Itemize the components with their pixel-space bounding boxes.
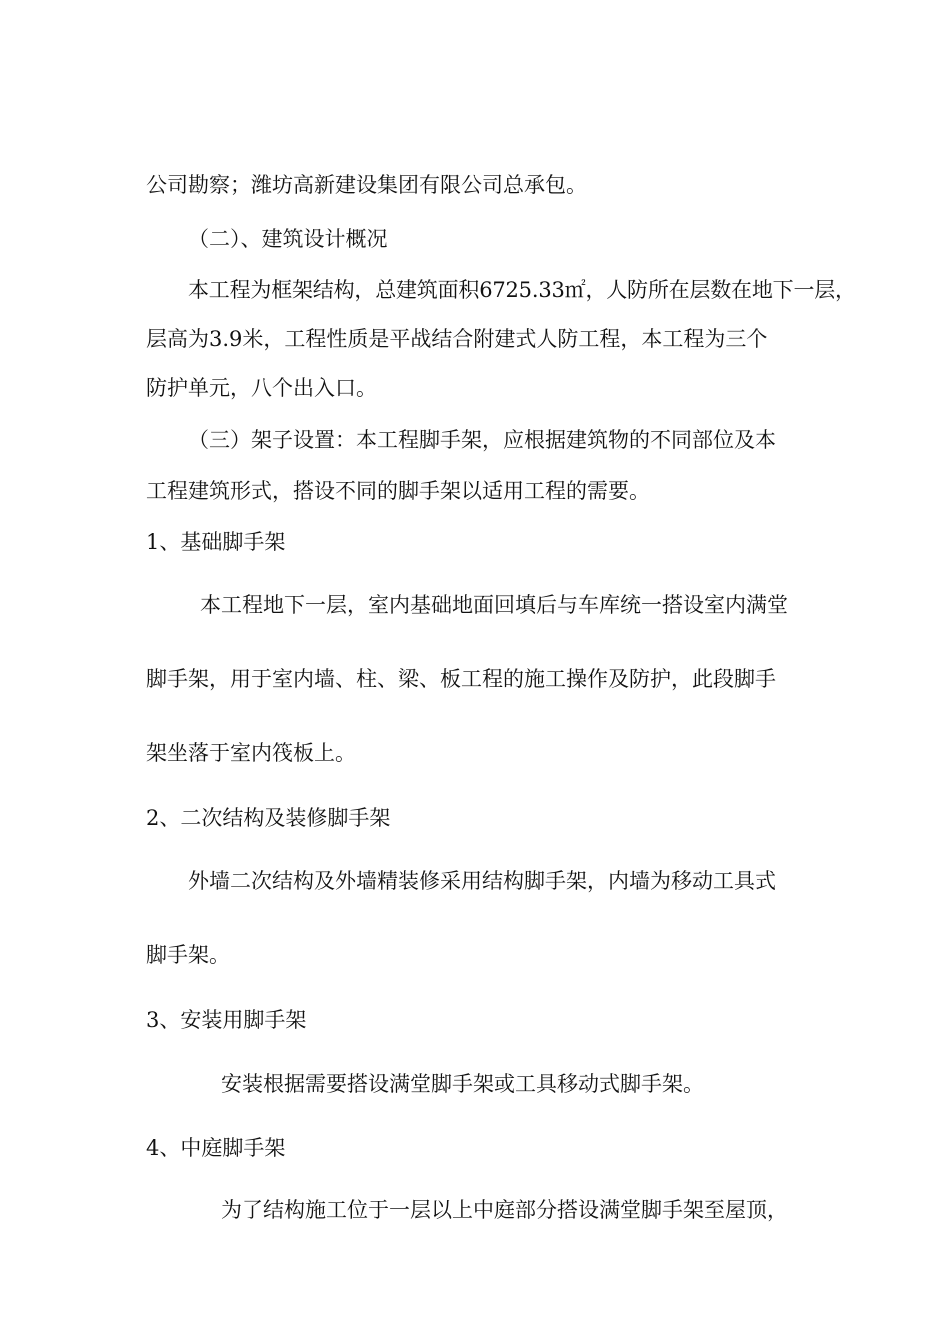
subsection-heading: 2、二次结构及装修脚手架: [146, 806, 391, 830]
paragraph-line: 本工程地下一层，室内基础地面回填后与车库统一搭设室内满堂: [200, 593, 788, 617]
paragraph-line: 公司勘察；潍坊高新建设集团有限公司总承包。: [146, 173, 587, 197]
subsection-heading: 3、安装用脚手架: [146, 1008, 307, 1032]
paragraph-line: 为了结构施工位于一层以上中庭部分搭设满堂脚手架至屋顶，: [221, 1198, 788, 1222]
paragraph-line: 脚手架，用于室内墙、柱、梁、板工程的施工操作及防护，此段脚手: [146, 667, 776, 691]
paragraph-line: 本工程为框架结构，总建筑面积6725.33㎡，人防所在层数在地下一层，: [188, 278, 856, 302]
paragraph-line: 脚手架。: [146, 943, 230, 967]
paragraph-line: 层高为3.9米，工程性质是平战结合附建式人防工程，本工程为三个: [146, 327, 768, 351]
paragraph-line: 外墙二次结构及外墙精装修采用结构脚手架，内墙为移动工具式: [188, 869, 776, 893]
paragraph-line: 防护单元，八个出入口。: [146, 376, 377, 400]
section-heading: （三）架子设置：本工程脚手架，应根据建筑物的不同部位及本: [188, 428, 776, 452]
paragraph-line: 安装根据需要搭设满堂脚手架或工具移动式脚手架。: [221, 1072, 704, 1096]
paragraph-line: 架坐落于室内筏板上。: [146, 741, 356, 765]
subsection-heading: 1、基础脚手架: [146, 530, 286, 554]
section-heading: （二）、建筑设计概况: [188, 227, 388, 251]
subsection-heading: 4、中庭脚手架: [146, 1136, 286, 1160]
paragraph-line: 工程建筑形式，搭设不同的脚手架以适用工程的需要。: [146, 479, 650, 503]
